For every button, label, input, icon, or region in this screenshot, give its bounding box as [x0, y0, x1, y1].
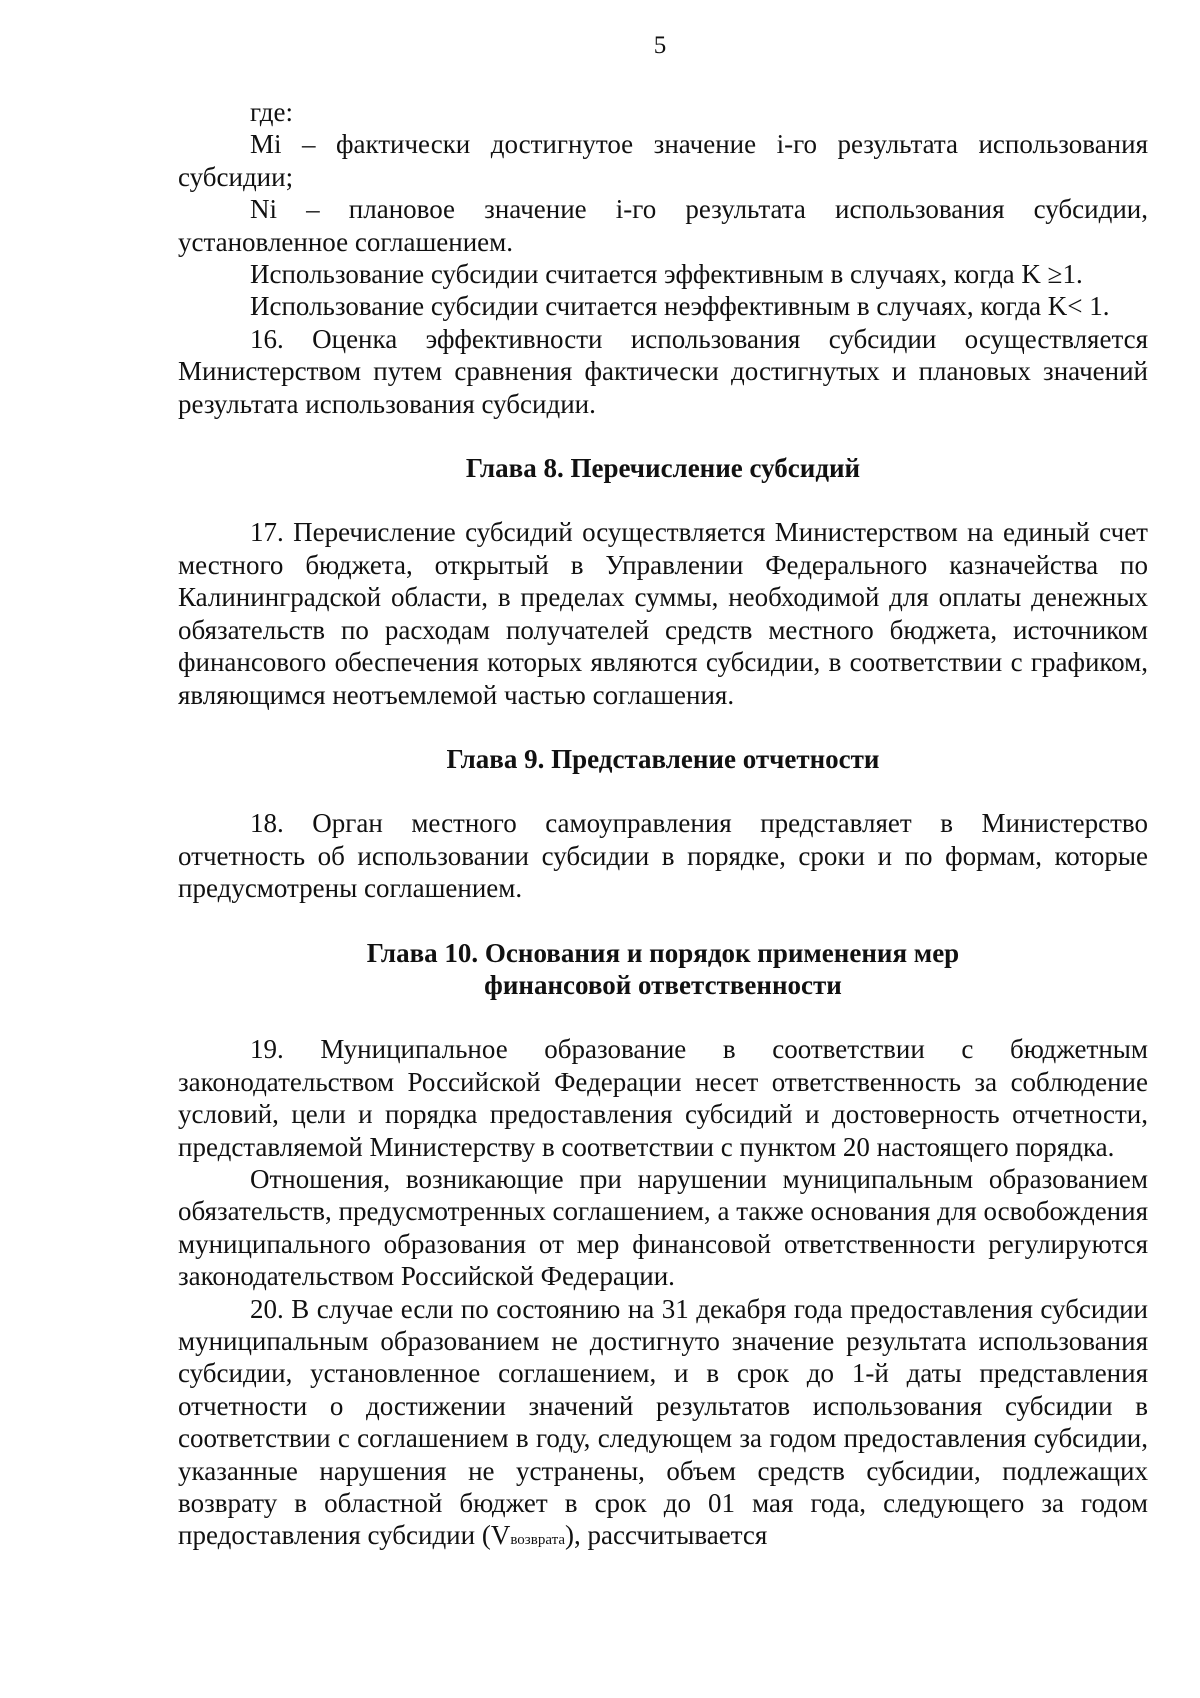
paragraph-19-relations: Отношения, возникающие при нарушении муниципальным образованием обязательств, предусмотренных соглашением, а также основания для освобождения муниципального образования от мер финансовой ответственности регулируются законодательством Российской Федерации. — [178, 1163, 1148, 1292]
v-return-subscript: возврата — [510, 1532, 565, 1549]
definition-mi: Mi – фактически достигнутое значение i-го результата использования субсидии; — [178, 129, 1148, 192]
chapter-10-heading-line-2: финансовой ответственности — [484, 969, 842, 1000]
paragraph-19: 19. Муниципальное образование в соответствии с бюджетным законодательством Российской Федерации несет ответственность за соблюдение условий, цели и порядка предоставления субсидий и достоверность отчетности, представляемой Министерству в соответствии с пунктом 20 настоящего порядка. — [178, 1034, 1148, 1162]
page-number: 5 — [653, 32, 667, 59]
paragraph-18: 18. Орган местного самоуправления представляет в Министерство отчетность об использовании субсидии в порядке, сроки и по формам, которые предусмотрены соглашением. — [178, 808, 1148, 904]
chapter-9-heading: Глава 9. Представление отчетности — [446, 743, 880, 774]
where-label: где: — [250, 97, 293, 127]
definition-ni: Ni – плановое значение i-го результата использования субсидии, установленное соглашением. — [178, 194, 1148, 257]
paragraph-20-text: 20. В случае если по состоянию на 31 декабря года предоставления субсидии муниципальным образованием не достигнуто значение результата использования субсидии, установленное соглашением, и в срок до 1-й даты представления отчетности о достижении значений результатов использования субсидии в соответствии с соглашением в году, следующем за годом предоставления субсидии, указанные нарушения не устранены, объем средств субсидии, подлежащих возврату в областной бюджет в срок до 01 мая года, следующего за годом предоставления субсидии (V — [178, 1293, 1148, 1551]
ineffective-condition: Использование субсидии считается неэффективным в случаях, когда K< 1. — [250, 291, 1110, 322]
document-body — [178, 96, 1148, 1557]
chapter-10-heading-line-1: Глава 10. Основания и порядок применения мер — [366, 937, 960, 968]
paragraph-20-tail: ), рассчитывается — [564, 1520, 768, 1551]
paragraph-17: 17. Перечисление субсидий осуществляется Министерством на единый счет местного бюджета, открытый в Управлении Федерального казначейства по Калининградской области, в пределах суммы, необходимой для оплаты денежных обязательств по расходам получателей средств местного бюджета, источником финансового обеспечения которых являются субсидии, в соответствии с графиком, являющимся неотъемлемой частью соглашения. — [178, 517, 1148, 710]
paragraph-16: 16. Оценка эффективности использования субсидии осуществляется Министерством путем сравнения фактически достигнутых и плановых значений результата использования субсидии. — [178, 323, 1148, 419]
chapter-8-heading: Глава 8. Перечисление субсидий — [465, 453, 861, 484]
paragraph-20 — [178, 1293, 1148, 1557]
effective-condition: Использование субсидии считается эффективным в случаях, когда K ≥1. — [250, 259, 1083, 290]
